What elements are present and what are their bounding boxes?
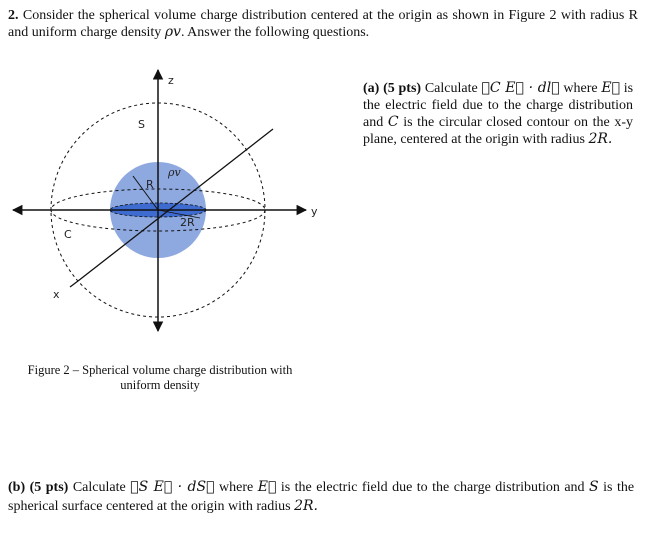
problem-statement: [8, 7, 638, 41]
part-b-integral: ∯S E⃗ · dS⃗: [130, 479, 215, 495]
part-a-text-2: where: [563, 81, 598, 96]
x-label: x: [53, 288, 60, 301]
density-symbol: ρv: [164, 24, 181, 40]
part-b-text-2: where: [219, 480, 254, 495]
part-a-integral: ∮C E⃗ · dl⃗: [481, 80, 560, 96]
problem-text: Consider the spherical volume charge distribution centered at the origin as shown in Figure 2 with radius R and uniform charge density: [8, 8, 639, 40]
part-a-label: (a) (5 pts): [363, 81, 422, 96]
x-axis-tail: [70, 281, 78, 287]
y-label: y: [311, 205, 318, 218]
part-a-text-1: Calculate: [424, 81, 478, 96]
part-a-c-symbol: C: [387, 114, 399, 130]
2r-label: 2R: [180, 216, 195, 229]
r-label: R: [146, 178, 154, 191]
part-a-e-vec: E⃗: [601, 80, 620, 96]
figure-caption: Figure 2 – Spherical volume charge distribution with uniform density: [27, 363, 293, 392]
part-b-e-vec: E⃗: [257, 479, 277, 495]
part-a-text-3: is the electric field due to the charge distribution and: [363, 81, 634, 130]
part-b-text-4: is the spherical surface centered at the origin with radius: [8, 480, 635, 514]
z-label: z: [168, 74, 174, 87]
part-b-s-symbol: S: [589, 479, 599, 495]
problem-number: 2.: [8, 8, 19, 23]
part-a-text-4: is the circular closed contour on the x-y plane, centered at the origin with radius: [363, 115, 634, 147]
part-b-text-1: Calculate: [72, 480, 126, 495]
x-axis: [78, 129, 273, 281]
part-b: [8, 478, 634, 516]
part-b-radius: 2R.: [294, 498, 319, 514]
problem-text-end: . Answer the following questions.: [180, 25, 370, 40]
part-b-label: (b) (5 pts): [8, 480, 69, 495]
part-b-text-3: is the electric field due to the charge distribution and: [280, 480, 585, 495]
c-label: C: [64, 228, 72, 241]
part-a-radius: 2R.: [588, 131, 613, 147]
part-a: [363, 80, 633, 148]
s-label: S: [138, 118, 145, 131]
rho-label: ρv: [168, 166, 181, 179]
figure-2-diagram: [8, 66, 348, 346]
